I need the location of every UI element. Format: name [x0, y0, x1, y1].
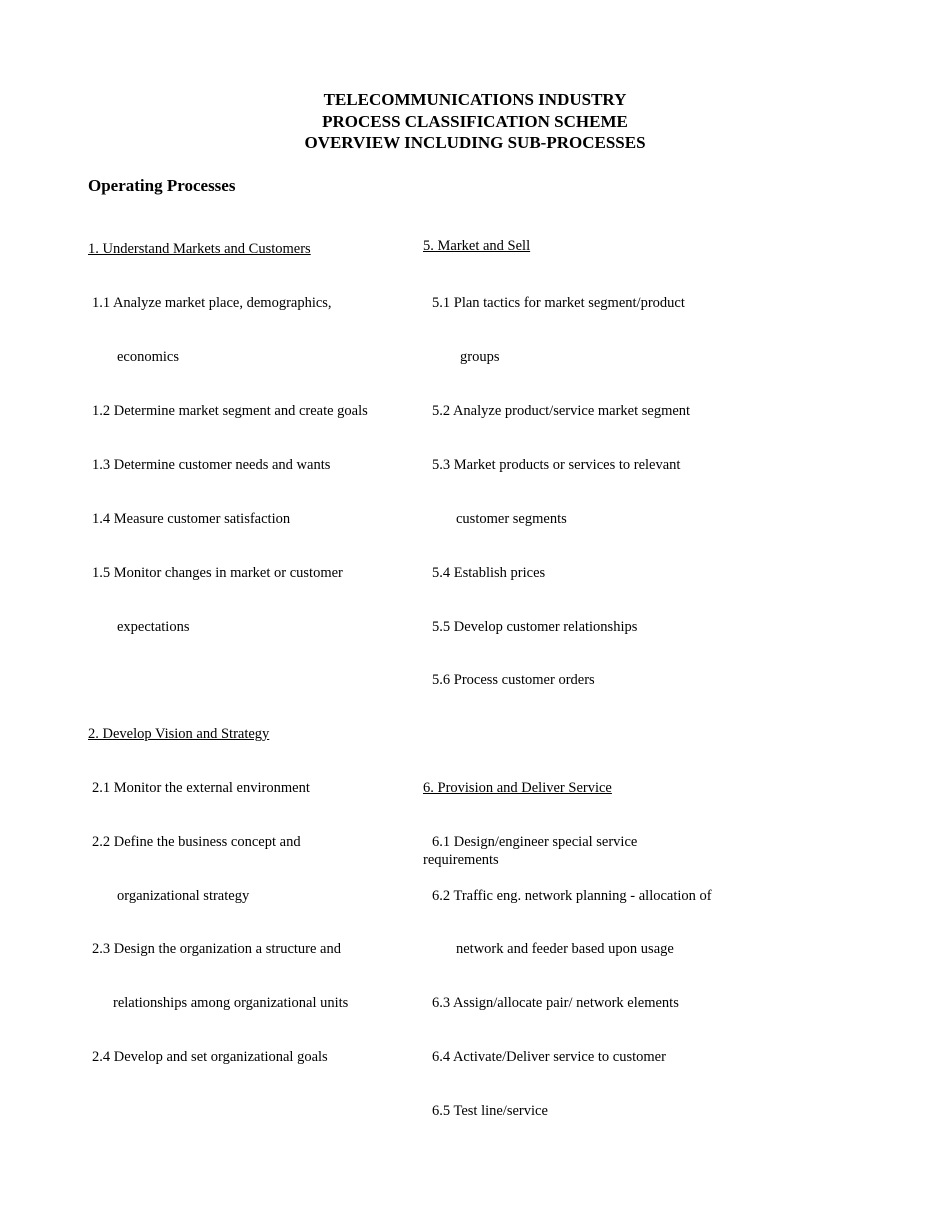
item-1-1-continued: economics	[117, 349, 180, 365]
group-5-heading: 5. Market and Sell	[423, 238, 531, 254]
document-title	[0, 89, 950, 154]
item-5-1-continued: groups	[460, 349, 500, 365]
section-heading: Operating Processes	[88, 176, 236, 195]
item-5-5: 5.5 Develop customer relationships	[432, 619, 638, 635]
item-5-4: 5.4 Establish prices	[432, 565, 546, 581]
item-2-4: 2.4 Develop and set organizational goals	[92, 1049, 328, 1065]
item-1-5: 1.5 Monitor changes in market or customer	[92, 565, 343, 581]
item-1-1: 1.1 Analyze market place, demographics,	[92, 295, 332, 311]
item-6-4: 6.4 Activate/Deliver service to customer	[432, 1049, 666, 1065]
item-2-1: 2.1 Monitor the external environment	[92, 780, 310, 796]
item-2-2: 2.2 Define the business concept and	[92, 834, 301, 850]
group-2-heading: 2. Develop Vision and Strategy	[88, 726, 270, 742]
item-6-2-continued: network and feeder based upon usage	[456, 941, 674, 957]
title-line-1: TELECOMMUNICATIONS INDUSTRY	[323, 90, 627, 109]
item-6-5: 6.5 Test line/service	[432, 1103, 548, 1119]
item-5-3: 5.3 Market products or services to relevant	[432, 457, 681, 473]
item-6-2: 6.2 Traffic eng. network planning - allocation of	[432, 888, 712, 904]
group-1-heading: 1. Understand Markets and Customers	[88, 241, 311, 257]
item-5-1: 5.1 Plan tactics for market segment/product	[432, 295, 685, 311]
item-1-2: 1.2 Determine market segment and create goals	[92, 403, 368, 419]
item-1-5-continued: expectations	[117, 619, 190, 635]
title-line-3: OVERVIEW INCLUDING SUB-PROCESSES	[304, 133, 646, 152]
item-2-3: 2.3 Design the organization a structure and	[92, 941, 341, 957]
item-5-2: 5.2 Analyze product/service market segment	[432, 403, 691, 419]
item-1-3: 1.3 Determine customer needs and wants	[92, 457, 331, 473]
item-5-3-continued: customer segments	[456, 511, 567, 527]
item-2-2-continued: organizational strategy	[117, 888, 250, 904]
group-6-heading: 6. Provision and Deliver Service	[423, 780, 612, 796]
item-6-3: 6.3 Assign/allocate pair/ network elements	[432, 995, 679, 1011]
item-1-4: 1.4 Measure customer satisfaction	[92, 511, 291, 527]
item-6-1: 6.1 Design/engineer special service	[432, 834, 638, 850]
item-6-1-continued: requirements	[423, 852, 499, 868]
item-5-6: 5.6 Process customer orders	[432, 672, 595, 688]
item-2-3-continued: relationships among organizational units	[113, 995, 349, 1011]
title-line-2: PROCESS CLASSIFICATION SCHEME	[322, 111, 628, 131]
